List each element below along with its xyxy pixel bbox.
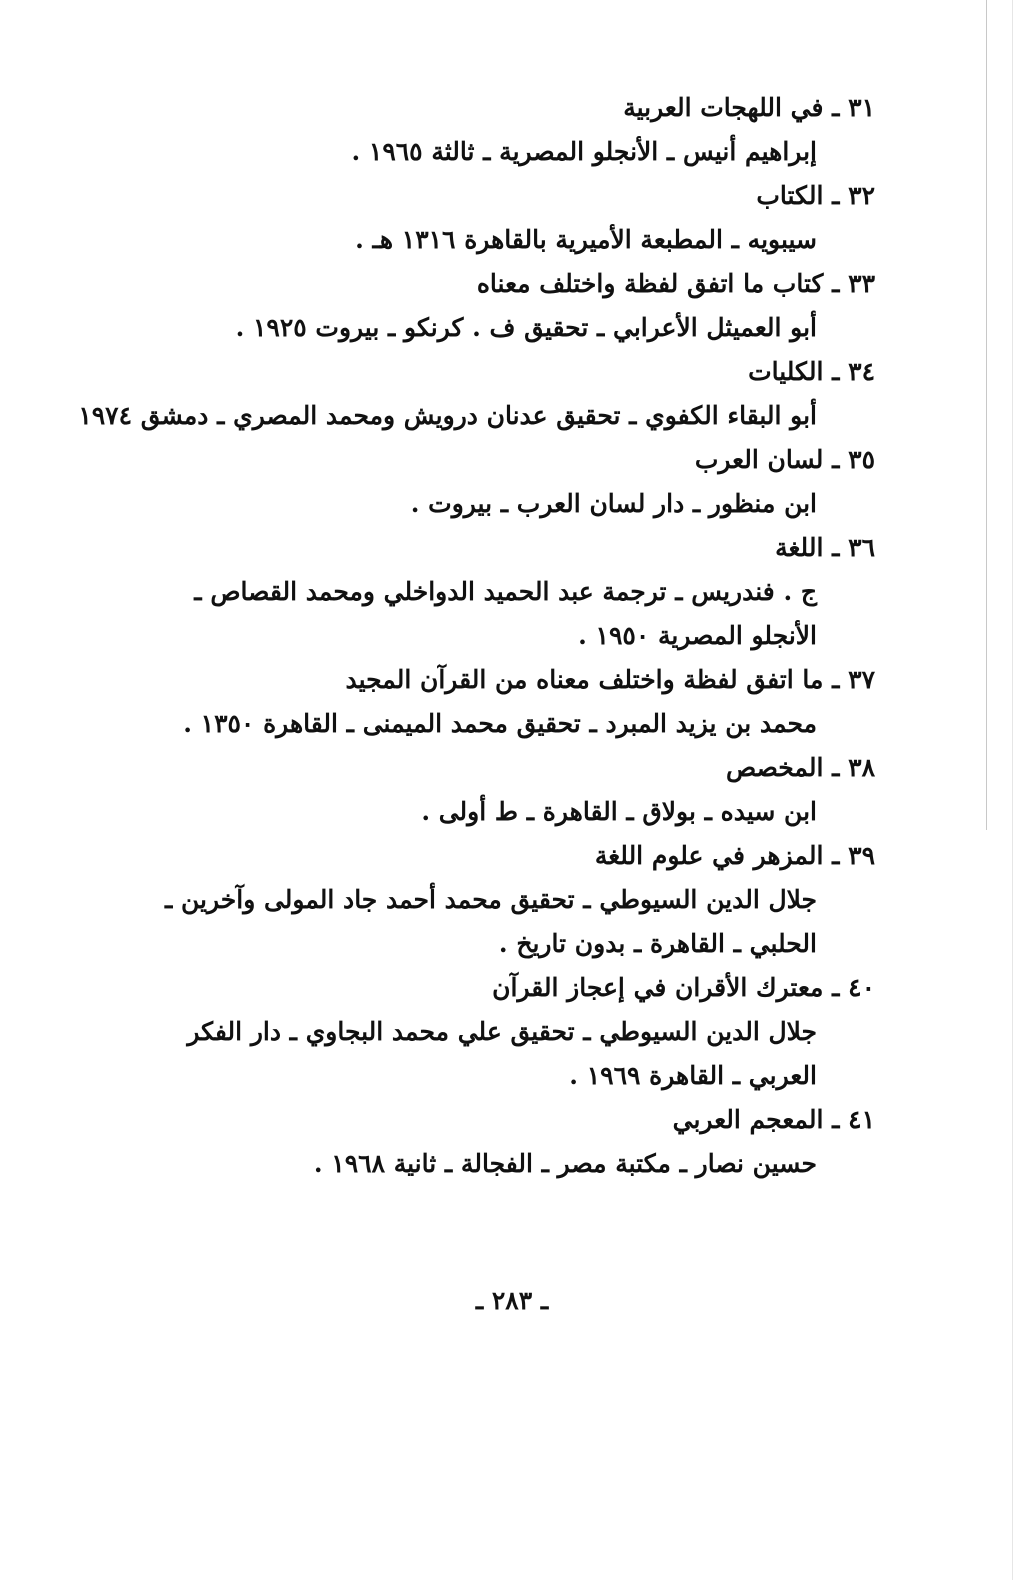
entry-detail: أبو العميثل الأعرابي ـ تحقيق ف . كرنكو ـ بيروت ١٩٢٥ . bbox=[235, 313, 817, 342]
entry-detail: ابن منظور ـ دار لسان العرب ـ بيروت . bbox=[410, 489, 817, 518]
bibliography-entry bbox=[140, 438, 875, 526]
entry-title: ٣٦ ـ اللغة bbox=[775, 533, 875, 562]
entry-title: ٤٠ ـ معترك الأقران في إعجاز القرآن bbox=[492, 973, 875, 1002]
entry-detail: أبو البقاء الكفوي ـ تحقيق عدنان درويش ومحمد المصري ـ دمشق ١٩٧٤ bbox=[78, 401, 817, 430]
entry-title: ٣٢ ـ الكتاب bbox=[756, 181, 875, 210]
bibliography-entry bbox=[78, 350, 875, 438]
entry-title: ٣٣ ـ كتاب ما اتفق لفظة واختلف معناه bbox=[476, 269, 875, 298]
bibliography-entry bbox=[140, 174, 875, 262]
page-number: ـ ٢٨٣ ـ bbox=[475, 1286, 549, 1315]
bibliography-entry bbox=[140, 526, 875, 658]
entry-title: ٣٩ ـ المزهر في علوم اللغة bbox=[594, 841, 875, 870]
bibliography-entry bbox=[140, 86, 875, 174]
bibliography-entry bbox=[140, 834, 875, 966]
entry-detail: حسين نصار ـ مكتبة مصر ـ الفجالة ـ ثانية ١٩٦٨ . bbox=[313, 1149, 817, 1178]
bibliography-entry bbox=[140, 746, 875, 834]
entry-title: ٣٤ ـ الكليات bbox=[748, 357, 875, 386]
entry-detail: ابن سيده ـ بولاق ـ القاهرة ـ ط أولى . bbox=[421, 797, 817, 826]
bibliography-entry bbox=[140, 658, 875, 746]
entry-detail: سيبويه ـ المطبعة الأميرية بالقاهرة ١٣١٦ هـ . bbox=[355, 225, 817, 254]
page-edge-line-outer bbox=[1012, 0, 1013, 1580]
entry-detail: جلال الدين السيوطي ـ تحقيق علي محمد البجاوي ـ دار الفكر العربي ـ القاهرة ١٩٦٩ . bbox=[187, 1017, 817, 1090]
entry-title: ٣٨ ـ المخصص bbox=[725, 753, 875, 782]
entry-detail: جلال الدين السيوطي ـ تحقيق محمد أحمد جاد المولى وآخرين ـ الحلبي ـ القاهرة ـ بدون تاريخ . bbox=[164, 885, 817, 958]
entry-title: ٣١ ـ في اللهجات العربية bbox=[623, 93, 875, 122]
bibliography-list bbox=[78, 86, 875, 1186]
entry-title: ٣٧ ـ ما اتفق لفظة واختلف معناه من القرآن المجيد bbox=[345, 665, 875, 694]
entry-detail: إبراهيم أنيس ـ الأنجلو المصرية ـ ثالثة ١٩٦٥ . bbox=[351, 137, 817, 166]
bibliography-entry bbox=[140, 966, 875, 1098]
bibliography-entry bbox=[140, 262, 875, 350]
entry-title: ٣٥ ـ لسان العرب bbox=[694, 445, 875, 474]
bibliography-entry bbox=[140, 1098, 875, 1186]
entry-detail: محمد بن يزيد المبرد ـ تحقيق محمد الميمنى ـ القاهرة ١٣٥٠ . bbox=[183, 709, 817, 738]
entry-title: ٤١ ـ المعجم العربي bbox=[672, 1105, 875, 1134]
entry-detail: ج . فندريس ـ ترجمة عبد الحميد الدواخلي ومحمد القصاص ـ الأنجلو المصرية ١٩٥٠ . bbox=[194, 577, 817, 650]
page-edge-line bbox=[986, 0, 987, 830]
